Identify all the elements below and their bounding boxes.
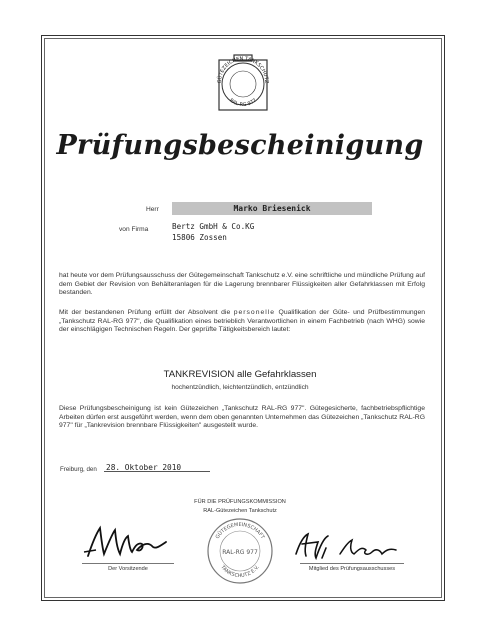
paragraph-1: hat heute vor dem Prüfungsausschuss der Gütegemeinschaft Tankschutz e.V. eine schriftliche und mündliche Prüfung auf dem Gebiet der Revision von Behälteranlagen für die Lagerung brennbarer Flüssigkeiten aller Gefahrklassen mit Erfolg bestanden. xyxy=(59,272,425,297)
guetezeichen-seal-icon xyxy=(207,46,279,118)
svg-text:TANKSCHUTZ E.V. xyxy=(219,564,261,579)
commission-line2: RAL-Gütezeichen Tankschutz xyxy=(203,508,277,514)
qualification-subtitle: hochentzündlich, leichtentzündlich, entzündlich xyxy=(171,384,309,391)
paragraph-2 xyxy=(59,309,425,335)
svg-text:RAL-RG 977 xyxy=(228,98,258,109)
seal-top-bottom-text: RAL-RG 977 xyxy=(228,97,258,109)
chairman-label: Der Vorsitzende xyxy=(108,566,148,572)
paragraph-2-part1: Mit der bestandenen Prüfung erfüllt der Absolvent die xyxy=(59,309,234,316)
chairman-signature-icon xyxy=(82,522,174,562)
member-label: Mitglied des Prüfungsausschusses xyxy=(308,566,396,572)
name-highlight xyxy=(172,202,372,215)
date-underline xyxy=(104,471,210,472)
qualification-title: TANKREVISION alle Gefahrklassen xyxy=(163,369,317,380)
chairman-signature-line xyxy=(82,563,174,564)
seal-top-text: GÜTEZEICHEN TANKSCHUTZ xyxy=(216,55,270,84)
paragraph-2-emphasis: personelle xyxy=(233,309,276,316)
recipient-name: Marko Briesenick xyxy=(233,204,311,213)
date-place-label: Freiburg, den xyxy=(60,466,97,473)
commission-line1: FÜR DIE PRÜFUNGSKOMMISSION xyxy=(194,499,286,505)
stamp-top-text: GÜTEGEMEINSCHAFT xyxy=(214,521,266,541)
guetegemeinschaft-stamp-icon xyxy=(205,516,275,586)
stamp-bottom-text: TANKSCHUTZ E.V. xyxy=(219,564,261,580)
paragraph-3: Diese Prüfungsbescheinigung ist kein Gütezeichen „Tankschutz RAL-RG 977". Gütegesicherte, fachbetriebspflichtige Arbeiten dürfen erst ausgeführt werden, wenn dem oben genannten Unternehmen das Gütezeichen „Tankschutz RAL-RG 977" für „Tankrevision brennbare Flüssigkeiten" ausgestellt wurde. xyxy=(59,405,425,430)
herr-label: Herr xyxy=(146,206,159,213)
firm-line1: Bertz GmbH & Co.KG xyxy=(172,222,255,231)
member-signature-line xyxy=(300,563,404,564)
firm-line2: 15806 Zossen xyxy=(172,233,227,242)
committee-member-signature-icon xyxy=(292,528,404,562)
stamp-middle-text: RAL-RG 977 xyxy=(222,549,258,556)
date-value: 28. Oktober 2010 xyxy=(106,463,182,472)
paragraph-2-part2: Qualifikation der Güte- und Prüfbestimmungen „Tankschutz RAL-RG 977", die Qualifikation eines betrieblich Verantwortlichen in einem Fachbetrieb (nach WHG) sowie der einschlägigen Technischen Regeln. Der geprüfte Tätigkeitsbereich lautet: xyxy=(59,309,426,334)
firm-label: von Firma xyxy=(119,226,149,233)
page-title: Prüfungsbescheinigung xyxy=(56,130,424,161)
